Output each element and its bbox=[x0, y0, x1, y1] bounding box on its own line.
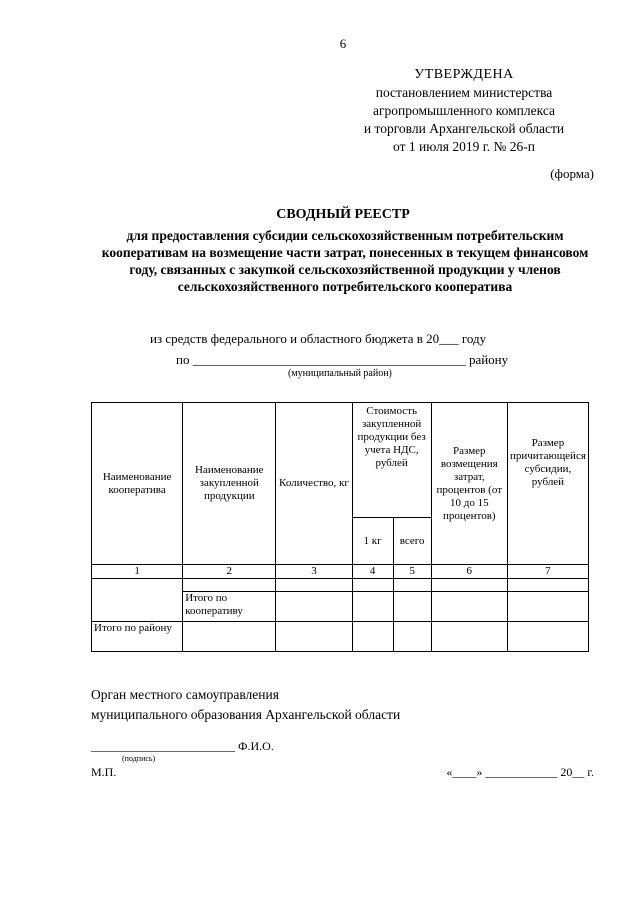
stamp-label: М.П. bbox=[91, 765, 117, 779]
form-label: (форма) bbox=[550, 166, 594, 181]
table-cell bbox=[352, 622, 393, 652]
table-cell bbox=[183, 579, 276, 592]
column-number: 2 bbox=[183, 565, 276, 579]
column-number: 6 bbox=[431, 565, 507, 579]
approval-stamp bbox=[334, 66, 594, 156]
table-cell bbox=[507, 592, 588, 622]
column-number: 4 bbox=[352, 565, 393, 579]
header-cost-per-kg: 1 кг bbox=[352, 518, 393, 565]
district-caption: (муниципальный район) bbox=[288, 368, 392, 379]
column-number: 1 bbox=[92, 565, 183, 579]
total-by-cooperative: Итого по кооперативу bbox=[183, 592, 276, 622]
signature-caption: (подпись) bbox=[122, 754, 156, 763]
table-cell bbox=[431, 622, 507, 652]
header-subsidy: Размер причитающейся субсидии, рублей bbox=[507, 403, 588, 565]
approval-line: агропромышленного комплекса bbox=[373, 103, 555, 118]
table-cell bbox=[393, 579, 431, 592]
header-reimbursement-rate: Размер возмещения затрат, процентов (от 10 до 15 процентов) bbox=[431, 403, 507, 565]
table-cell bbox=[92, 579, 183, 622]
date-line: «____» ____________ 20__ г. bbox=[446, 765, 594, 779]
column-number: 5 bbox=[393, 565, 431, 579]
table-cell bbox=[431, 579, 507, 592]
header-cooperative-name: Наименование кооператива bbox=[92, 403, 183, 565]
approval-line: постановлением министерства bbox=[375, 85, 553, 100]
table-cell bbox=[183, 622, 276, 652]
table-cell bbox=[352, 592, 393, 622]
approval-line: от 1 июля 2019 г. № 26-п bbox=[393, 139, 535, 154]
table-cell bbox=[507, 579, 588, 592]
org-line: муниципального образования Архангельской области bbox=[91, 707, 401, 722]
table-cell bbox=[431, 592, 507, 622]
approval-title: УТВЕРЖДЕНА bbox=[414, 67, 514, 82]
table-cell bbox=[276, 579, 352, 592]
table-cell bbox=[393, 592, 431, 622]
column-number: 7 bbox=[507, 565, 588, 579]
table-row bbox=[92, 579, 589, 592]
registry-table bbox=[91, 402, 589, 652]
table-row bbox=[92, 622, 589, 652]
budget-line: из средств федерального и областного бюджета в 20___ году bbox=[150, 331, 487, 346]
table-cell bbox=[276, 592, 352, 622]
district-line: по __________________________________________ району bbox=[176, 352, 509, 367]
column-numbers-row bbox=[92, 565, 589, 579]
header-cost-total: всего bbox=[393, 518, 431, 565]
header-product-name: Наименование закупленной продукции bbox=[183, 403, 276, 565]
signature-line: ________________________ Ф.И.О. bbox=[91, 739, 274, 753]
table-cell bbox=[352, 579, 393, 592]
page-number: 6 bbox=[339, 36, 347, 51]
org-line: Орган местного самоуправления bbox=[91, 687, 279, 702]
header-cost: Стоимость закупленной продукции без учета НДС, рублей bbox=[352, 403, 431, 518]
document-title: СВОДНЫЙ РЕЕСТР bbox=[276, 207, 410, 222]
header-quantity: Количество, кг bbox=[276, 403, 352, 565]
total-by-district: Итого по району bbox=[92, 622, 183, 652]
column-number: 3 bbox=[276, 565, 352, 579]
table-cell bbox=[393, 622, 431, 652]
approval-line: и торговли Архангельской области bbox=[363, 121, 565, 136]
table-cell bbox=[507, 622, 588, 652]
document-subtitle: для предоставления субсидии сельскохозяйственным потребительским кооперативам на возмещение части затрат, понесенных в текущем финансовом году, связанных с закупкой сельскохозяйственной продукции у членов сельскохозяйственного потребительского кооператива bbox=[101, 228, 589, 294]
table-cell bbox=[276, 622, 352, 652]
